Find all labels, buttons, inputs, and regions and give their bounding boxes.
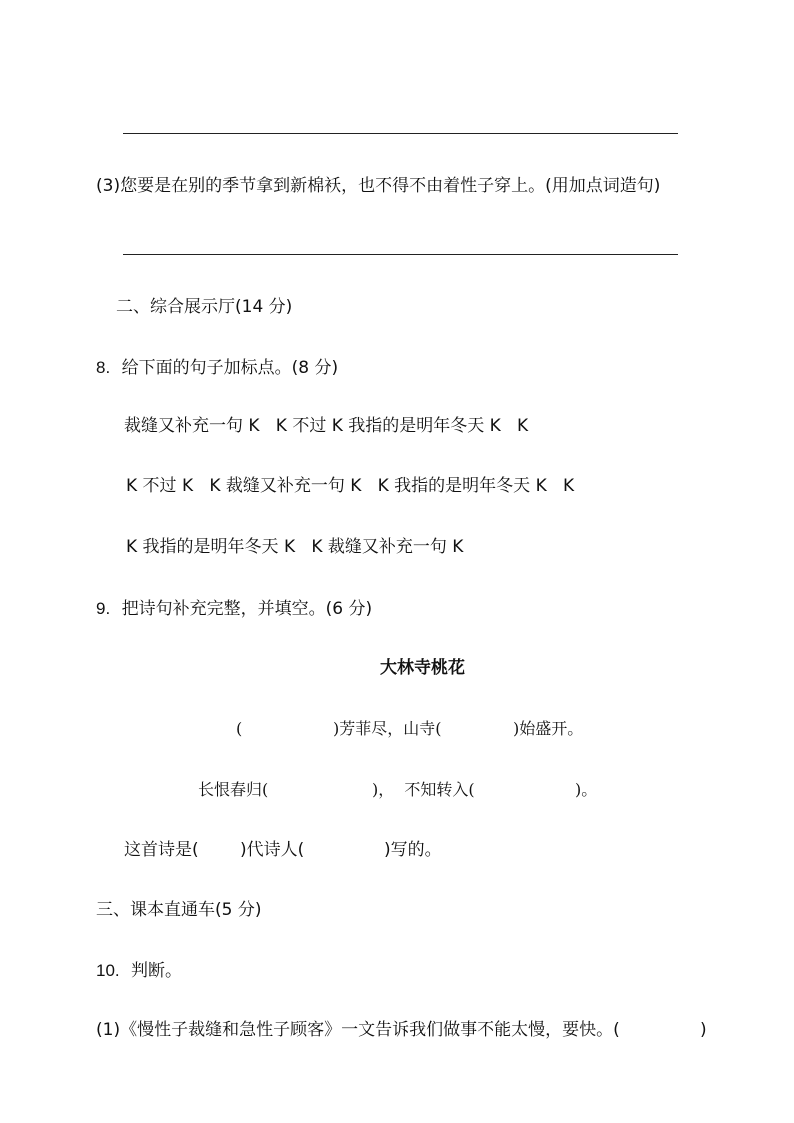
q8-line-1: 裁缝又补充一句 K K 不过 K 我指的是明年冬天 K K bbox=[124, 416, 529, 436]
q8-question bbox=[96, 359, 338, 377]
poem-verse-1-end: )始盛开。 bbox=[513, 719, 584, 738]
q10-question bbox=[96, 962, 182, 980]
q8-line-3: K 我指的是明年冬天 K K 裁缝又补充一句 K bbox=[126, 537, 464, 557]
poem-verse-2-mid: )， 不知转入( bbox=[372, 780, 475, 799]
q10-number: 10. bbox=[96, 961, 120, 980]
poem-verse-1-open: ( bbox=[236, 719, 243, 738]
answer-line-1 bbox=[123, 133, 678, 134]
section3-heading: 三、课本直通车(5 分) bbox=[96, 900, 262, 920]
poem-author-fill-b: )代诗人( bbox=[240, 840, 305, 860]
q9-question bbox=[96, 600, 372, 618]
section2-heading: 二、综合展示厅(14 分) bbox=[116, 297, 293, 317]
q8-number: 8. bbox=[96, 358, 111, 377]
poem-verse-2-end: )。 bbox=[575, 780, 598, 799]
poem-author-fill-a: 这首诗是( bbox=[124, 840, 199, 860]
q10-item-1-close: ) bbox=[700, 1020, 707, 1040]
answer-line-2 bbox=[123, 254, 678, 255]
q9-prompt: 把诗句补充完整，并填空。(6 分) bbox=[121, 599, 373, 619]
q8-line-2: K 不过 K K 裁缝又补充一句 K K 我指的是明年冬天 K K bbox=[126, 476, 575, 496]
q8-prompt: 给下面的句子加标点。(8 分) bbox=[121, 358, 339, 378]
poem-title: 大林寺桃花 bbox=[380, 658, 465, 678]
q10-item-1: (1)《慢性子裁缝和急性子顾客》一文告诉我们做事不能太慢，要快。( bbox=[96, 1020, 620, 1040]
poem-verse-2-start: 长恨春归( bbox=[198, 780, 269, 799]
poem-author-fill-c: )写的。 bbox=[384, 840, 442, 860]
poem-verse-1-mid: )芳菲尽，山寺( bbox=[333, 719, 442, 738]
q10-prompt: 判断。 bbox=[131, 961, 183, 981]
q7-item3-text: (3)您要是在别的季节拿到新棉袄，也不得不由着性子穿上。(用加点词造句) bbox=[96, 176, 661, 196]
q9-number: 9. bbox=[96, 599, 111, 618]
